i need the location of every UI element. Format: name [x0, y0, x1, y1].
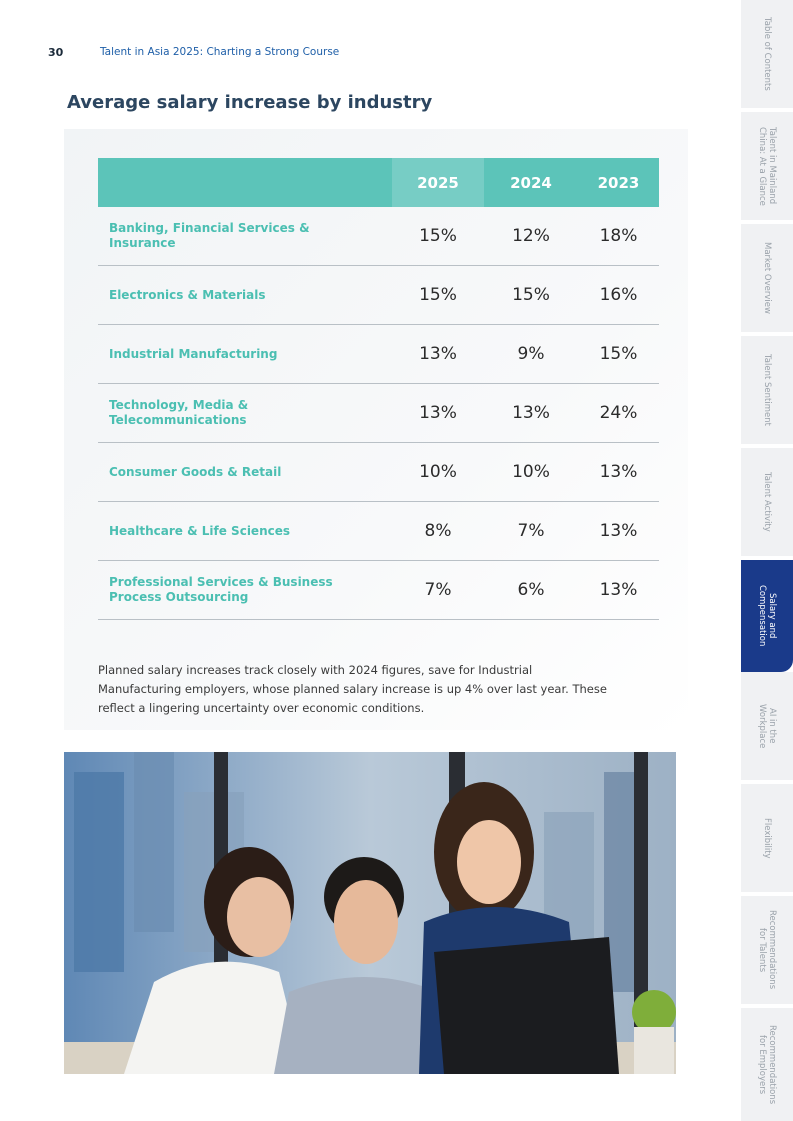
nav-tab-label: Talent Activity — [762, 472, 772, 532]
salary-increase-2025: 15% — [392, 266, 484, 325]
nav-tab-3[interactable] — [741, 336, 793, 444]
industry-name: Banking, Financial Services & Insurance — [98, 207, 392, 266]
salary-increase-2025: 13% — [392, 325, 484, 384]
table-row — [98, 384, 659, 443]
nav-tab-7[interactable] — [741, 784, 793, 892]
nav-tab-9[interactable] — [741, 1008, 793, 1121]
nav-tab-6[interactable] — [741, 672, 793, 780]
nav-tab-label: AI in the Workplace — [757, 703, 777, 749]
column-header-2024: 2024 — [484, 158, 578, 207]
salary-increase-2023: 24% — [578, 384, 659, 443]
nav-tab-label: Salary and Compensation — [757, 585, 777, 647]
salary-table — [98, 158, 659, 620]
table-row — [98, 207, 659, 266]
salary-increase-2024: 12% — [484, 207, 578, 266]
nav-tab-0[interactable] — [741, 0, 793, 108]
table-row — [98, 561, 659, 620]
nav-tab-label: Flexibility — [762, 817, 772, 859]
office-photo — [64, 752, 676, 1074]
nav-tab-8[interactable] — [741, 896, 793, 1004]
nav-tab-label: Talent in Mainland China: At a Glance — [757, 126, 777, 206]
table-row — [98, 502, 659, 561]
salary-increase-2023: 13% — [578, 443, 659, 502]
salary-increase-2025: 15% — [392, 207, 484, 266]
salary-increase-2024: 15% — [484, 266, 578, 325]
salary-increase-2024: 9% — [484, 325, 578, 384]
table-row — [98, 325, 659, 384]
nav-tab-label: Recommendations for Talents — [757, 910, 777, 990]
salary-increase-2023: 18% — [578, 207, 659, 266]
salary-increase-2025: 10% — [392, 443, 484, 502]
nav-tab-5[interactable] — [741, 560, 793, 672]
salary-increase-2024: 13% — [484, 384, 578, 443]
page-title: Average salary increase by industry — [67, 92, 433, 113]
industry-name: Electronics & Materials — [98, 266, 392, 325]
salary-increase-2023: 13% — [578, 561, 659, 620]
table-header-blank — [98, 158, 392, 207]
page-number: 30 — [48, 46, 64, 59]
table-note: Planned salary increases track closely with 2024 figures, save for Industrial Manufacturing employers, whose planned salary increase is up 4% over last year. These reflect a lingering uncertainty over economic conditions. — [98, 662, 607, 715]
nav-tab-label: Market Overview — [762, 242, 772, 314]
industry-name: Professional Services & Business Process Outsourcing — [98, 561, 392, 620]
office-photo-illustration — [64, 752, 676, 1074]
salary-increase-2025: 8% — [392, 502, 484, 561]
nav-tab-1[interactable] — [741, 112, 793, 220]
industry-name: Healthcare & Life Sciences — [98, 502, 392, 561]
salary-panel — [64, 129, 688, 730]
nav-tab-label: Table of Contents — [762, 17, 772, 91]
section-sidebar — [741, 0, 793, 1121]
salary-increase-2023: 16% — [578, 266, 659, 325]
nav-tab-label: Recommendations for Employers — [757, 1024, 777, 1105]
column-header-2023: 2023 — [578, 158, 659, 207]
salary-increase-2025: 13% — [392, 384, 484, 443]
nav-tab-2[interactable] — [741, 224, 793, 332]
salary-increase-2024: 10% — [484, 443, 578, 502]
salary-increase-2025: 7% — [392, 561, 484, 620]
column-header-2025: 2025 — [392, 158, 484, 207]
nav-tab-4[interactable] — [741, 448, 793, 556]
salary-increase-2023: 13% — [578, 502, 659, 561]
industry-name: Industrial Manufacturing — [98, 325, 392, 384]
salary-increase-2024: 6% — [484, 561, 578, 620]
salary-increase-2024: 7% — [484, 502, 578, 561]
industry-name: Technology, Media & Telecommunications — [98, 384, 392, 443]
nav-tab-label: Talent Sentiment — [762, 354, 772, 426]
running-header: Talent in Asia 2025: Charting a Strong Course — [100, 46, 340, 58]
table-row — [98, 266, 659, 325]
table-header-row — [98, 158, 659, 207]
industry-name: Consumer Goods & Retail — [98, 443, 392, 502]
table-row — [98, 443, 659, 502]
salary-increase-2023: 15% — [578, 325, 659, 384]
